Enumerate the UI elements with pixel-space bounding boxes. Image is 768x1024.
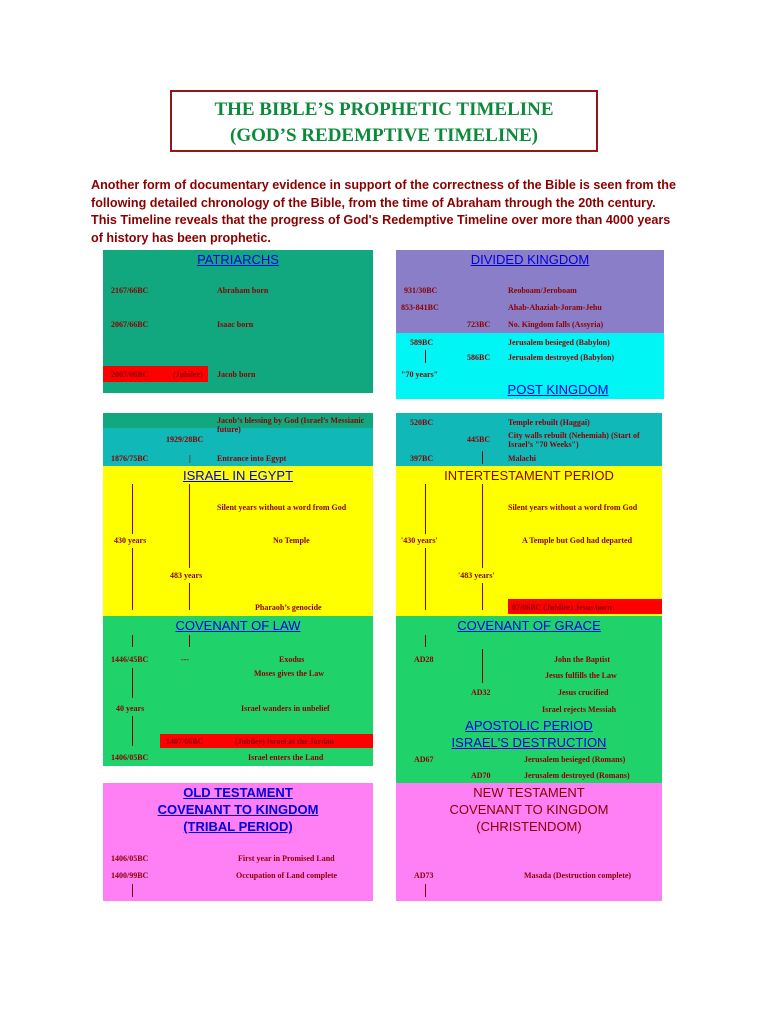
john-text: John the Baptist	[554, 655, 611, 664]
jordan-text: (Jubilee) Israel at the Jordan	[235, 737, 335, 746]
temple-rebuilt-date: 520BC	[410, 418, 434, 427]
divided-kingdom-block	[396, 250, 664, 333]
inter-430-years: '430 years'	[401, 536, 438, 545]
egypt-header[interactable]: ISRAEL IN EGYPT	[182, 468, 294, 483]
grace-line-b	[482, 649, 483, 683]
post-kingdom-header[interactable]: POST KINGDOM	[507, 382, 609, 397]
egypt-483-years: 483 years	[170, 571, 203, 580]
post-kingdom-block	[396, 413, 662, 466]
page-title: THE BIBLE’S PROPHETIC TIMELINE	[214, 99, 554, 120]
law-block	[103, 616, 373, 766]
exodus-text: Exodus	[279, 655, 305, 664]
jacob-date: 2007/06BC	[111, 370, 149, 379]
page-subtitle: (GOD’S REDEMPTIVE TIMELINE)	[230, 125, 538, 146]
law-header[interactable]: COVENANT OF LAW	[175, 618, 301, 633]
masada-date: AD73	[414, 871, 434, 880]
destroyed-romans-text: Jerusalem destroyed (Romans)	[524, 771, 630, 780]
ot-header-1[interactable]: OLD TESTAMENT	[183, 785, 293, 800]
enter-land-date: 1406/05BC	[111, 753, 149, 762]
egypt-entry-bar: |	[189, 454, 191, 463]
jacob-blessing-text: Jacob’s blessing by God (Israel’s Messianic future)	[217, 416, 365, 434]
egypt-genocide: Pharaoh’s genocide	[255, 603, 322, 612]
law-line-d	[132, 716, 133, 746]
jesus-born-text: 07/06BC (Jubilee) Jesus born	[512, 603, 612, 612]
enter-land-text: Israel enters the Land	[248, 753, 324, 762]
besieged-romans-text: Jerusalem besieged (Romans)	[524, 755, 626, 764]
egypt-silent-text: Silent years without a word from God	[217, 503, 347, 512]
patriarchs-block	[103, 250, 373, 393]
law-line-b	[189, 635, 190, 647]
reoboam-text: Reoboam/Jeroboam	[508, 286, 577, 295]
inter-temple-text: A Temple but God had departed	[522, 536, 633, 545]
ahab-date: 853-841BC	[401, 303, 439, 312]
apostolic-header[interactable]: APOSTOLIC PERIOD	[465, 718, 593, 733]
destroyed-babylon-date: 586BC	[467, 353, 491, 362]
inter-line-a2	[425, 548, 426, 610]
occupation-text: Occupation of Land complete	[236, 871, 338, 880]
john-date: AD28	[414, 655, 434, 664]
inter-line-b2	[482, 583, 483, 610]
egypt-entry-text: Entrance into Egypt	[217, 454, 287, 463]
exodus-date: 1446/45BC	[111, 655, 149, 664]
nt-line	[425, 884, 426, 897]
promise-block	[103, 413, 373, 466]
grace-line-a	[425, 635, 426, 647]
besieged-romans-date: AD67	[414, 755, 434, 764]
seventy-years: "70 years"	[401, 370, 439, 379]
grace-header[interactable]: COVENANT OF GRACE	[457, 618, 601, 633]
besieged-babylon-text: Jerusalem besieged (Babylon)	[508, 338, 610, 347]
inter-line-b1	[482, 484, 483, 568]
malachi-text: Malachi	[508, 454, 536, 463]
besieged-babylon-date: 589BC	[410, 338, 434, 347]
post-kingdom-header-block	[452, 380, 664, 399]
egypt-line-a1	[132, 484, 133, 534]
abraham-text: Abraham born	[217, 286, 269, 295]
ot-line	[132, 884, 133, 897]
intertestament-header: INTERTESTAMENT PERIOD	[444, 468, 614, 483]
assyria-text: No. Kingdom falls (Assyria)	[508, 320, 604, 329]
divided-kingdom-header[interactable]: DIVIDED KINGDOM	[470, 252, 590, 267]
egypt-no-temple: No Temple	[273, 536, 310, 545]
old-testament-block	[103, 783, 373, 901]
reoboam-date: 931/30BC	[404, 286, 438, 295]
jordan-date: 1407/06BC	[166, 737, 204, 746]
jacob-jubilee: (Jubilee)	[173, 370, 203, 379]
intro-paragraph: Another form of documentary evidence in support of the correctness of the Bible is seen from the following detailed chronology of the Bible, from the time of Abraham through the 20th century. This Timeline reveals that the progress of God's Redemptive Timeline over more than 4000 years of history has been prophetic.	[91, 178, 677, 245]
temple-rebuilt-text: Temple rebuilt (Haggai)	[508, 418, 590, 427]
egypt-line-b1	[189, 484, 190, 568]
moses-law-text: Moses gives the Law	[254, 669, 324, 678]
egypt-entry-date: 1876/75BC	[111, 454, 149, 463]
ot-header-2[interactable]: COVENANT TO KINGDOM	[157, 802, 319, 817]
walls-rebuilt-text: City walls rebuilt (Nehemiah) (Start of Israel’s "70 Weeks")	[508, 431, 640, 449]
assyria-date: 723BC	[467, 320, 491, 329]
ahab-text: Ahab-Ahaziah-Joram-Jehu	[508, 303, 602, 312]
crucified-date: AD32	[471, 688, 491, 697]
inter-483-years: '483 years'	[458, 571, 495, 580]
blessing-date: 1929/28BC	[166, 435, 204, 444]
egypt-line-a2	[132, 548, 133, 610]
isaac-date: 2067/66BC	[111, 320, 149, 329]
intertestament-block	[396, 466, 662, 616]
destroyed-romans-date: AD70	[471, 771, 491, 780]
page-title-box	[170, 90, 598, 152]
rejects-text: Israel rejects Messiah	[542, 705, 617, 714]
nt-header-3: (CHRISTENDOM)	[476, 819, 582, 834]
first-year-text: First year in Promised Land	[238, 854, 335, 863]
destroyed-babylon-text: Jerusalem destroyed (Babylon)	[508, 353, 615, 362]
nt-header-1: NEW TESTAMENT	[473, 785, 585, 800]
ot-header-3[interactable]: (TRIBAL PERIOD)	[183, 819, 293, 834]
malachi-line	[482, 451, 483, 464]
masada-text: Masada (Destruction complete)	[524, 871, 632, 880]
patriarchs-header[interactable]: PATRIARCHS	[197, 252, 279, 267]
inter-line-a1	[425, 484, 426, 534]
egypt-block	[103, 466, 373, 616]
inter-silent-text: Silent years without a word from God	[508, 503, 638, 512]
egypt-line-b2	[189, 583, 190, 610]
occupation-date: 1400/99BC	[111, 871, 149, 880]
abraham-date: 2167/66BC	[111, 286, 149, 295]
destruction-header[interactable]: ISRAEL'S DESTRUCTION	[451, 735, 607, 750]
isaac-text: Isaac born	[217, 320, 254, 329]
walls-rebuilt-date: 445BC	[467, 435, 491, 444]
new-testament-block	[396, 783, 662, 901]
exodus-dash: ---	[181, 655, 189, 664]
law-line-a	[132, 635, 133, 647]
first-year-date: 1406/05BC	[111, 854, 149, 863]
jacob-text: Jacob born	[217, 370, 256, 379]
malachi-date: 397BC	[410, 454, 434, 463]
grace-block	[396, 616, 662, 784]
fulfills-text: Jesus fulfills the Law	[545, 671, 617, 680]
crucified-text: Jesus crucified	[558, 688, 609, 697]
egypt-430-years: 430 years	[114, 536, 147, 545]
babylon-line	[425, 350, 426, 363]
law-line-c	[132, 668, 133, 698]
wander-text: Israel wanders in unbelief	[241, 704, 330, 713]
nt-header-2: COVENANT TO KINGDOM	[449, 802, 609, 817]
wander-years: 40 years	[116, 704, 145, 713]
